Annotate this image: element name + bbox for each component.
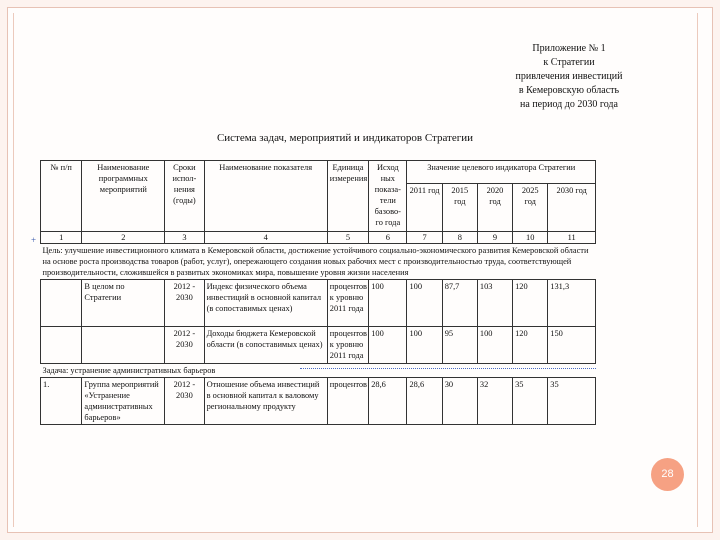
header-row <box>41 161 596 184</box>
col-header-unit: Единица измерения <box>327 161 368 232</box>
right-border-line <box>697 13 698 527</box>
task-row <box>41 364 596 378</box>
appendix-line: к Стратегии <box>543 57 595 68</box>
document-heading: Система задач, мероприятий и индикаторов Стратегии <box>216 132 474 144</box>
indicator-cell: Доходы бюджета Кемеровской области (в сопоставимых ценах) <box>204 327 327 364</box>
goal-text: Цель: улучшение инвестиционного климата в Кемеровской области, достижение устойчивого социально-экономического развития Кемеровской области на основе роста производства товаров (работ, услуг), опережающего создания новых рабочих мест с производительностью труда, соответствующей производительности, сложившейся в развитых экономиках мира, повышение уровня жизни населения <box>41 244 596 280</box>
value-cell: 120 <box>513 280 548 327</box>
column-number: 10 <box>513 232 548 244</box>
col-header-base: Исход ных показа- тели базово- го года <box>369 161 407 232</box>
table-row <box>41 378 596 425</box>
appendix-line: привлечения инвестиций <box>515 71 623 82</box>
column-number: 5 <box>327 232 368 244</box>
row-number: 1. <box>41 378 82 425</box>
column-number-row <box>41 232 596 244</box>
terms-cell: 2012 - 2030 <box>165 327 204 364</box>
terms-cell: 2012 - 2030 <box>165 280 204 327</box>
column-number: 3 <box>165 232 204 244</box>
table-row <box>41 280 596 327</box>
indicator-cell: Отношение объема инвестиций в основной капитал к валовому региональному продукту <box>204 378 327 425</box>
value-cell: 35 <box>513 378 548 425</box>
events-cell: В целом по Стратегии <box>82 280 165 327</box>
unit-cell: процентов к уровню 2011 года <box>327 280 368 327</box>
col-header-year: 2020 год <box>477 184 512 232</box>
events-cell <box>82 327 165 364</box>
left-border-line <box>13 13 14 527</box>
column-number: 8 <box>442 232 477 244</box>
events-cell: Группа мероприятий «Устранение административных барьеров» <box>82 378 165 425</box>
unit-cell: процентов к уровню 2011 года <box>327 327 368 364</box>
col-header-year: 2011 год <box>407 184 442 232</box>
column-number: 4 <box>204 232 327 244</box>
appendix-line: Приложение № 1 <box>532 43 606 54</box>
col-header-year: 2030 год <box>548 184 596 232</box>
value-cell: 100 <box>407 280 442 327</box>
base-cell: 100 <box>369 280 407 327</box>
appendix-line: на период до 2030 года <box>520 99 618 110</box>
value-cell: 32 <box>477 378 512 425</box>
col-header-target: Значение целевого индикатора Стратегии <box>407 161 596 184</box>
value-cell: 100 <box>477 327 512 364</box>
value-cell: 150 <box>548 327 596 364</box>
appendix-caption <box>490 42 648 112</box>
column-number: 9 <box>477 232 512 244</box>
task-text: Задача: устранение административных барьеров <box>41 364 596 378</box>
value-cell: 28,6 <box>407 378 442 425</box>
column-number: 7 <box>407 232 442 244</box>
col-header-terms: Сроки испол- нения (годы) <box>165 161 204 232</box>
value-cell: 103 <box>477 280 512 327</box>
value-cell: 30 <box>442 378 477 425</box>
column-number: 6 <box>369 232 407 244</box>
page-number-badge: 28 <box>651 458 684 491</box>
appendix-line: в Кемеровскую область <box>518 85 620 96</box>
col-header-year: 2015 год <box>442 184 477 232</box>
goal-row <box>41 244 596 280</box>
unit-cell: процентов <box>327 378 368 425</box>
column-number: 2 <box>82 232 165 244</box>
base-cell: 100 <box>369 327 407 364</box>
value-cell: 87,7 <box>442 280 477 327</box>
value-cell: 100 <box>407 327 442 364</box>
indicator-cell: Индекс физического объема инвестиций в основной капитал (в сопоставимых ценах) <box>204 280 327 327</box>
col-header-num: № п/п <box>41 161 82 232</box>
terms-cell: 2012 - 2030 <box>165 378 204 425</box>
base-cell: 28,6 <box>369 378 407 425</box>
col-header-indicator: Наименование показателя <box>204 161 327 232</box>
table-anchor-marker: + <box>31 235 37 245</box>
column-number: 11 <box>548 232 596 244</box>
table-row <box>41 327 596 364</box>
column-number: 1 <box>41 232 82 244</box>
value-cell: 95 <box>442 327 477 364</box>
value-cell: 131,3 <box>548 280 596 327</box>
col-header-events: Наименование программных мероприятий <box>82 161 165 232</box>
value-cell: 35 <box>548 378 596 425</box>
value-cell: 120 <box>513 327 548 364</box>
col-header-year: 2025 год <box>513 184 548 232</box>
annotation-dotted-line <box>300 368 596 369</box>
strategy-table <box>40 160 596 425</box>
